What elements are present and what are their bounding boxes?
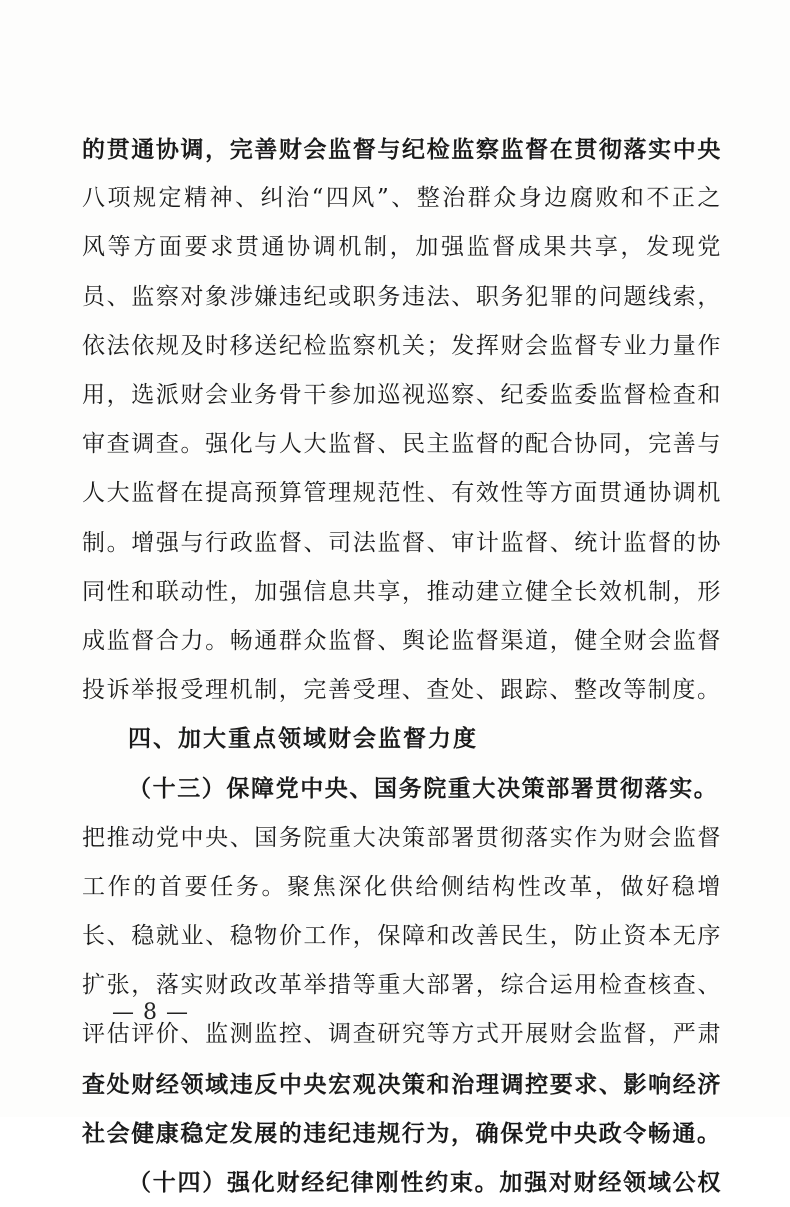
page-number: — 8 — [112,1000,189,1025]
text-line: 投诉举报受理机制，完善受理、查处、跟踪、整改等制度。 [82,677,722,704]
text-line: 把推动党中央、国务院重大决策部署贯彻落实作为财会监督 [82,824,722,851]
text-line: 长、稳就业、稳物价工作，保障和改善民生，防止资本无序 [82,923,722,949]
text-line: 八项规定精神、纠治“四风”、整治群众身边腐败和不正之 [82,185,722,212]
text-line: 工作的首要任务。聚焦深化供给侧结构性改革，做好稳增 [82,873,722,900]
section-heading: 四、加大重点领域财会监督力度 [128,726,478,753]
text-line: 员、监察对象涉嫌违纪或职务违法、职务犯罪的问题线索， [82,283,722,310]
text-line: 的贯通协调，完善财会监督与纪检监察监督在贯彻落实中央 [82,136,722,163]
text-line: 社会健康稳定发展的违纪违规行为，确保党中央政令畅通。 [82,1119,722,1147]
text-line: 制。增强与行政监督、司法监督、审计监督、统计监督的协 [82,529,722,556]
item-14-heading-line: （十四）强化财经纪律刚性约束。加强对财经领域公权 [128,1168,722,1196]
text-line: 扩张，落实财政改革举措等重大部署，综合运用检查核查、 [82,972,722,999]
text-line: 风等方面要求贯通协调机制，加强监督成果共享，发现党 [82,234,722,261]
text-line: 人大监督在提高预算管理规范性、有效性等方面贯通协调机 [82,480,722,507]
document-body [82,125,722,1207]
text-line: 审查调查。强化与人大监督、民主监督的配合协同，完善与 [82,431,722,458]
text-line: 依法依规及时移送纪检监察机关；发挥财会监督专业力量作 [82,332,722,359]
text-line: 成监督合力。畅通群众监督、舆论监督渠道，健全财会监督 [82,627,722,654]
text-line: 评估评价、监测监控、调查研究等方式开展财会监督，严肃 [82,1021,722,1048]
text-line: 查处财经领域违反中央宏观决策和治理调控要求、影响经济 [82,1070,722,1098]
text-line: 用，选派财会业务骨干参加巡视巡察、纪委监委监督检查和 [82,381,722,408]
text-line: 同性和联动性，加强信息共享，推动建立健全长效机制，形 [82,578,722,605]
item-13-heading-line: （十三）保障党中央、国务院重大决策部署贯彻落实。 [128,775,719,803]
